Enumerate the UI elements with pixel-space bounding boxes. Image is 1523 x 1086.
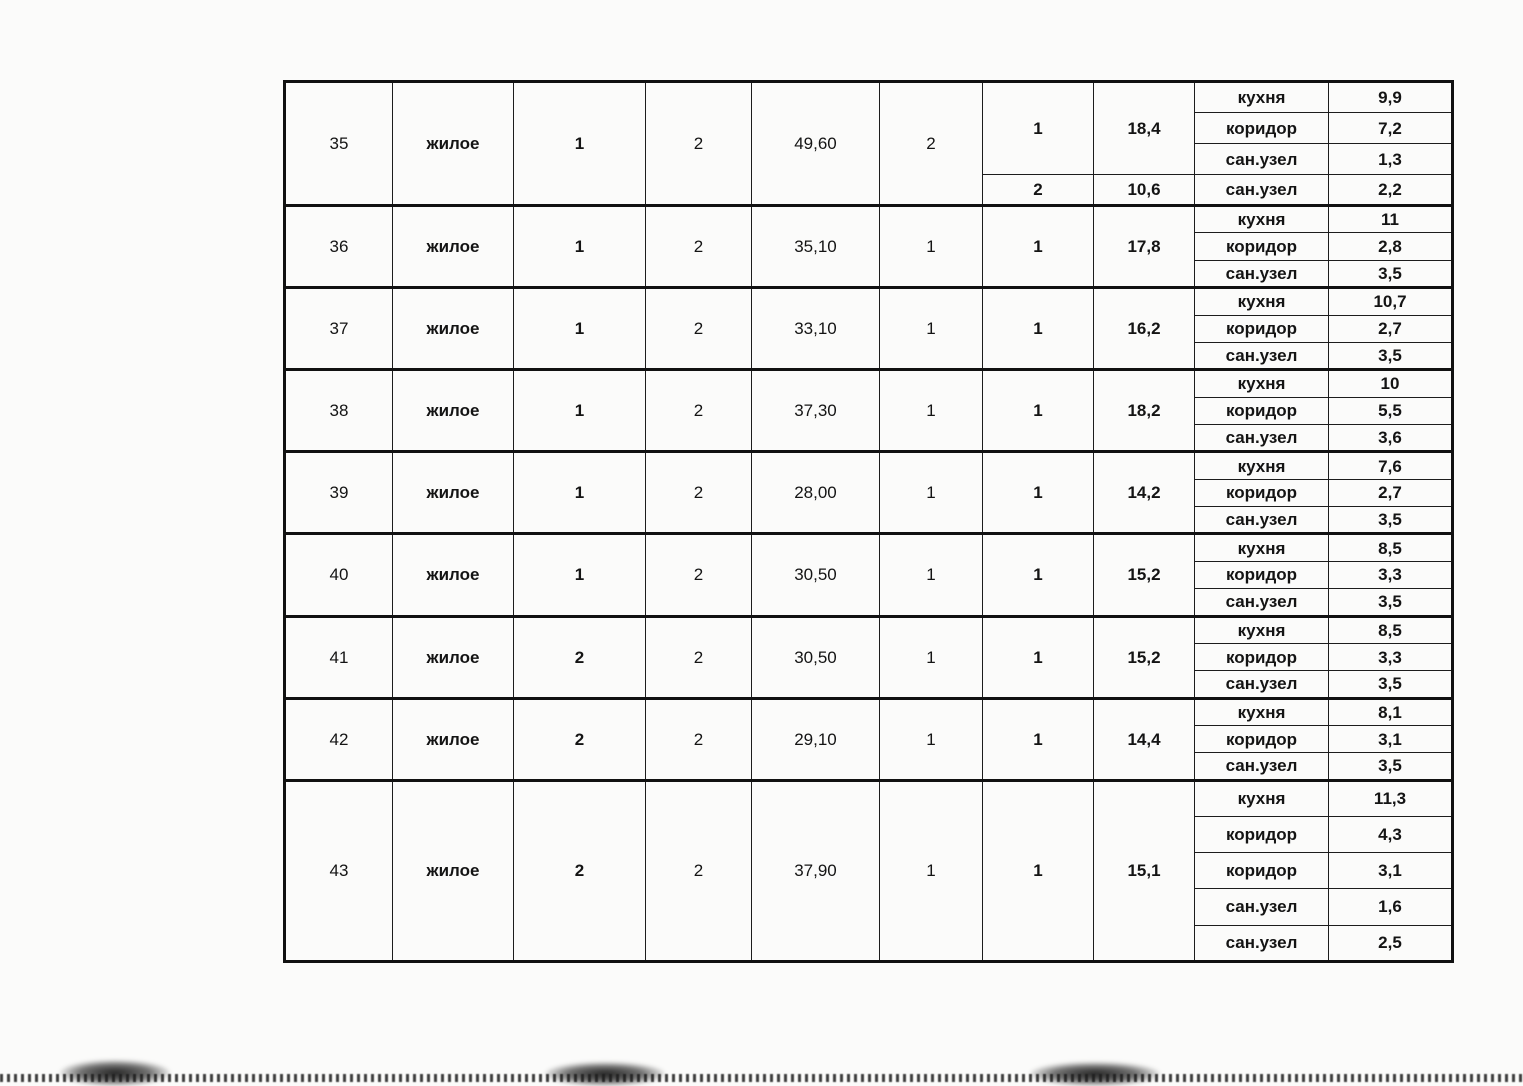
living-room-number: 1 (983, 82, 1094, 175)
aux-room-name: коридор (1195, 816, 1329, 852)
aux-room-area: 8,1 (1329, 698, 1453, 725)
table-row (285, 370, 1453, 397)
aux-room-name: коридор (1195, 113, 1329, 144)
aux-room-name: сан.узел (1195, 260, 1329, 287)
premise-purpose: жилое (393, 616, 514, 698)
floors-total: 2 (646, 288, 752, 370)
aux-room-area: 10,7 (1329, 288, 1453, 315)
floor: 1 (514, 452, 646, 534)
aux-room-area: 9,9 (1329, 82, 1453, 113)
apartment-number: 37 (285, 288, 393, 370)
premise-purpose: жилое (393, 780, 514, 961)
premise-purpose: жилое (393, 452, 514, 534)
total-area: 28,00 (752, 452, 880, 534)
aux-room-name: сан.узел (1195, 753, 1329, 780)
aux-room-name: кухня (1195, 534, 1329, 561)
aux-room-area: 2,5 (1329, 925, 1453, 961)
living-room-number: 1 (983, 288, 1094, 370)
living-room-area: 14,4 (1094, 698, 1195, 780)
aux-room-name: сан.узел (1195, 507, 1329, 534)
floor: 1 (514, 288, 646, 370)
floor: 1 (514, 82, 646, 206)
aux-room-area: 3,5 (1329, 671, 1453, 698)
aux-room-name: сан.узел (1195, 925, 1329, 961)
rooms-count: 1 (880, 780, 983, 961)
premise-purpose: жилое (393, 288, 514, 370)
apartment-number: 43 (285, 780, 393, 961)
aux-room-area: 2,7 (1329, 315, 1453, 342)
rooms-count: 1 (880, 452, 983, 534)
aux-room-name: сан.узел (1195, 425, 1329, 452)
aux-room-name: кухня (1195, 206, 1329, 233)
rooms-count: 1 (880, 534, 983, 616)
aux-room-area: 3,1 (1329, 853, 1453, 889)
rooms-count: 1 (880, 370, 983, 452)
aux-room-name: коридор (1195, 315, 1329, 342)
aux-room-area: 7,2 (1329, 113, 1453, 144)
living-room-number: 1 (983, 698, 1094, 780)
floors-total: 2 (646, 780, 752, 961)
rooms-count: 1 (880, 698, 983, 780)
aux-room-name: кухня (1195, 82, 1329, 113)
total-area: 33,10 (752, 288, 880, 370)
aux-room-area: 11,3 (1329, 780, 1453, 816)
living-room-number: 1 (983, 452, 1094, 534)
aux-room-area: 1,6 (1329, 889, 1453, 925)
floors-total: 2 (646, 370, 752, 452)
table-body (285, 82, 1453, 962)
apartment-number: 42 (285, 698, 393, 780)
scan-noise-bottom (0, 1074, 1523, 1082)
rooms-count: 2 (880, 82, 983, 206)
total-area: 30,50 (752, 616, 880, 698)
aux-room-area: 8,5 (1329, 616, 1453, 643)
aux-room-name: сан.узел (1195, 589, 1329, 616)
aux-room-area: 7,6 (1329, 452, 1453, 479)
floor: 2 (514, 616, 646, 698)
aux-room-area: 3,5 (1329, 260, 1453, 287)
aux-room-area: 1,3 (1329, 144, 1453, 175)
living-room-area: 15,2 (1094, 616, 1195, 698)
aux-room-area: 3,5 (1329, 342, 1453, 369)
aux-room-area: 3,5 (1329, 589, 1453, 616)
table-row (285, 780, 1453, 816)
rooms-count: 1 (880, 288, 983, 370)
aux-room-area: 3,3 (1329, 561, 1453, 588)
aux-room-name: кухня (1195, 370, 1329, 397)
total-area: 35,10 (752, 206, 880, 288)
living-room-number: 1 (983, 534, 1094, 616)
living-room-area: 17,8 (1094, 206, 1195, 288)
aux-room-name: коридор (1195, 479, 1329, 506)
aux-room-area: 2,8 (1329, 233, 1453, 260)
aux-room-area: 4,3 (1329, 816, 1453, 852)
aux-room-name: коридор (1195, 853, 1329, 889)
aux-room-area: 10 (1329, 370, 1453, 397)
premise-purpose: жилое (393, 370, 514, 452)
floors-total: 2 (646, 616, 752, 698)
aux-room-name: коридор (1195, 233, 1329, 260)
aux-room-name: коридор (1195, 725, 1329, 752)
living-room-area: 18,2 (1094, 370, 1195, 452)
living-room-number: 2 (983, 175, 1094, 206)
living-room-area: 16,2 (1094, 288, 1195, 370)
total-area: 37,30 (752, 370, 880, 452)
floors-total: 2 (646, 698, 752, 780)
table-row (285, 698, 1453, 725)
aux-room-name: сан.узел (1195, 175, 1329, 206)
aux-room-area: 2,7 (1329, 479, 1453, 506)
living-room-area: 18,4 (1094, 82, 1195, 175)
living-room-number: 1 (983, 206, 1094, 288)
living-room-area: 15,2 (1094, 534, 1195, 616)
aux-room-name: сан.узел (1195, 342, 1329, 369)
aux-room-name: кухня (1195, 452, 1329, 479)
rooms-count: 1 (880, 206, 983, 288)
aux-room-name: кухня (1195, 780, 1329, 816)
apartment-number: 41 (285, 616, 393, 698)
apartment-number: 35 (285, 82, 393, 206)
premise-purpose: жилое (393, 698, 514, 780)
premise-purpose: жилое (393, 206, 514, 288)
aux-room-area: 3,1 (1329, 725, 1453, 752)
floors-total: 2 (646, 82, 752, 206)
apartment-number: 38 (285, 370, 393, 452)
floors-total: 2 (646, 206, 752, 288)
floor: 2 (514, 780, 646, 961)
aux-room-name: коридор (1195, 397, 1329, 424)
aux-room-area: 3,3 (1329, 643, 1453, 670)
aux-room-area: 5,5 (1329, 397, 1453, 424)
apartment-number: 40 (285, 534, 393, 616)
total-area: 30,50 (752, 534, 880, 616)
aux-room-name: сан.узел (1195, 889, 1329, 925)
aux-room-name: кухня (1195, 288, 1329, 315)
total-area: 37,90 (752, 780, 880, 961)
floors-total: 2 (646, 534, 752, 616)
scan-smudge-left (60, 1060, 170, 1086)
apartments-table (283, 80, 1454, 963)
table-row (285, 82, 1453, 113)
living-room-number: 1 (983, 616, 1094, 698)
aux-room-area: 3,5 (1329, 753, 1453, 780)
aux-room-area: 2,2 (1329, 175, 1453, 206)
total-area: 29,10 (752, 698, 880, 780)
premise-purpose: жилое (393, 82, 514, 206)
aux-room-area: 3,6 (1329, 425, 1453, 452)
floors-total: 2 (646, 452, 752, 534)
aux-room-area: 11 (1329, 206, 1453, 233)
living-room-area: 14,2 (1094, 452, 1195, 534)
table-row (285, 206, 1453, 233)
table-row (285, 534, 1453, 561)
aux-room-area: 8,5 (1329, 534, 1453, 561)
living-room-number: 1 (983, 370, 1094, 452)
aux-room-name: кухня (1195, 698, 1329, 725)
aux-room-name: коридор (1195, 561, 1329, 588)
aux-room-name: коридор (1195, 643, 1329, 670)
total-area: 49,60 (752, 82, 880, 206)
apartment-number: 36 (285, 206, 393, 288)
aux-room-name: кухня (1195, 616, 1329, 643)
table-row (285, 452, 1453, 479)
living-room-area: 15,1 (1094, 780, 1195, 961)
living-room-area: 10,6 (1094, 175, 1195, 206)
table-row (285, 288, 1453, 315)
aux-room-name: сан.узел (1195, 144, 1329, 175)
floor: 1 (514, 534, 646, 616)
rooms-count: 1 (880, 616, 983, 698)
floor: 1 (514, 206, 646, 288)
living-room-number: 1 (983, 780, 1094, 961)
apartment-number: 39 (285, 452, 393, 534)
table-row (285, 616, 1453, 643)
floor: 1 (514, 370, 646, 452)
floor: 2 (514, 698, 646, 780)
aux-room-area: 3,5 (1329, 507, 1453, 534)
aux-room-name: сан.узел (1195, 671, 1329, 698)
premise-purpose: жилое (393, 534, 514, 616)
